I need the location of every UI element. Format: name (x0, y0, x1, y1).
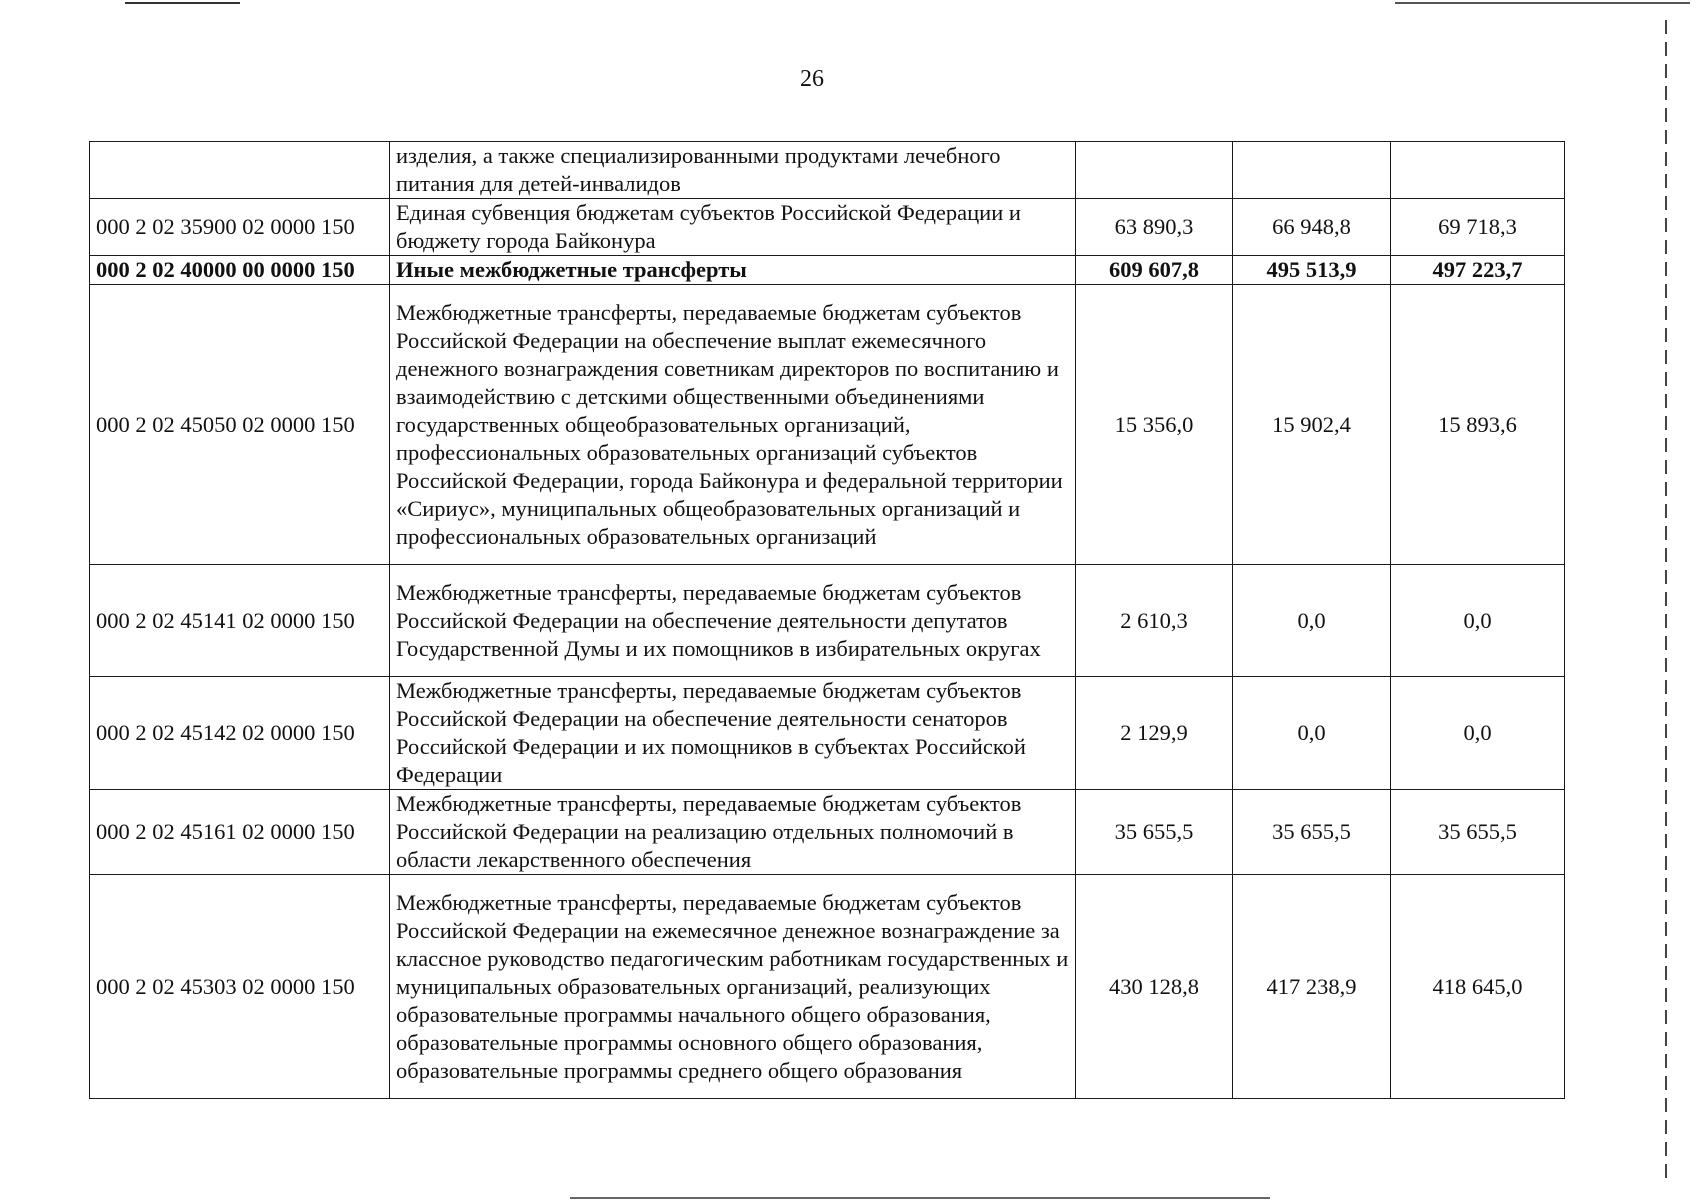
row-value-3: 35 655,5 (1391, 790, 1565, 875)
row-value-2: 495 513,9 (1233, 256, 1391, 285)
row-value-3: 15 893,6 (1391, 285, 1565, 565)
row-name: Межбюджетные трансферты, передаваемые бюджетам субъектов Российской Федерации на ежемесячное денежное вознаграждение за классное руководство педагогическим работникам государственных и муниципальных образовательных организаций, реализующих образовательные программы начального общего образования, образовательные программы основного общего образования, образовательные программы среднего общего образования (390, 875, 1076, 1099)
table-row (90, 285, 1565, 565)
row-value-2: 0,0 (1233, 677, 1391, 790)
row-value-2: 35 655,5 (1233, 790, 1391, 875)
row-value-1: 2 610,3 (1076, 565, 1233, 677)
scan-edge-top-right (1395, 2, 1690, 4)
table-row (90, 256, 1565, 285)
row-value-2: 15 902,4 (1233, 285, 1391, 565)
table-row (90, 142, 1565, 199)
table-row (90, 875, 1565, 1099)
row-name: Иные межбюджетные трансферты (390, 256, 1076, 285)
row-value-1: 2 129,9 (1076, 677, 1233, 790)
table-row (90, 677, 1565, 790)
row-code: 000 2 02 40000 00 0000 150 (90, 256, 390, 285)
scan-edge-bottom (570, 1197, 1270, 1199)
scan-edge-top-left (125, 2, 240, 4)
row-code: 000 2 02 45050 02 0000 150 (90, 285, 390, 565)
row-code: 000 2 02 45142 02 0000 150 (90, 677, 390, 790)
row-value-2 (1233, 142, 1391, 199)
row-name: Межбюджетные трансферты, передаваемые бюджетам субъектов Российской Федерации на обеспечение выплат ежемесячного денежного вознаграждения советникам директоров по воспитанию и взаимодействию с детскими общественными объединениями государственных общеобразовательных организаций, профессиональных образовательных организаций субъектов Российской Федерации, города Байконура и федеральной территории «Сириус», муниципальных общеобразовательных организаций и профессиональных образовательных организаций (390, 285, 1076, 565)
row-value-1: 35 655,5 (1076, 790, 1233, 875)
row-code (90, 142, 390, 199)
row-value-2: 0,0 (1233, 565, 1391, 677)
table-row (90, 199, 1565, 256)
row-name: изделия, а также специализированными продуктами лечебного питания для детей-инвалидов (390, 142, 1076, 199)
row-code: 000 2 02 45141 02 0000 150 (90, 565, 390, 677)
row-value-3: 69 718,3 (1391, 199, 1565, 256)
row-value-3: 418 645,0 (1391, 875, 1565, 1099)
scan-edge-right (1665, 20, 1667, 1180)
budget-table (89, 141, 1565, 1099)
row-value-1: 430 128,8 (1076, 875, 1233, 1099)
row-value-1: 63 890,3 (1076, 199, 1233, 256)
table-row (90, 565, 1565, 677)
row-value-1 (1076, 142, 1233, 199)
row-name: Межбюджетные трансферты, передаваемые бюджетам субъектов Российской Федерации на обеспечение деятельности депутатов Государственной Думы и их помощников в избирательных округах (390, 565, 1076, 677)
row-name: Единая субвенция бюджетам субъектов Российской Федерации и бюджету города Байконура (390, 199, 1076, 256)
row-value-1: 15 356,0 (1076, 285, 1233, 565)
row-name: Межбюджетные трансферты, передаваемые бюджетам субъектов Российской Федерации на реализацию отдельных полномочий в области лекарственного обеспечения (390, 790, 1076, 875)
row-value-1: 609 607,8 (1076, 256, 1233, 285)
table-row (90, 790, 1565, 875)
row-value-2: 417 238,9 (1233, 875, 1391, 1099)
page-number: 26 (800, 66, 824, 92)
row-code: 000 2 02 35900 02 0000 150 (90, 199, 390, 256)
row-value-3: 0,0 (1391, 565, 1565, 677)
row-value-3: 497 223,7 (1391, 256, 1565, 285)
row-code: 000 2 02 45161 02 0000 150 (90, 790, 390, 875)
row-value-2: 66 948,8 (1233, 199, 1391, 256)
row-name: Межбюджетные трансферты, передаваемые бюджетам субъектов Российской Федерации на обеспечение деятельности сенаторов Российской Федерации и их помощников в субъектах Российской Федерации (390, 677, 1076, 790)
row-value-3 (1391, 142, 1565, 199)
row-code: 000 2 02 45303 02 0000 150 (90, 875, 390, 1099)
row-value-3: 0,0 (1391, 677, 1565, 790)
